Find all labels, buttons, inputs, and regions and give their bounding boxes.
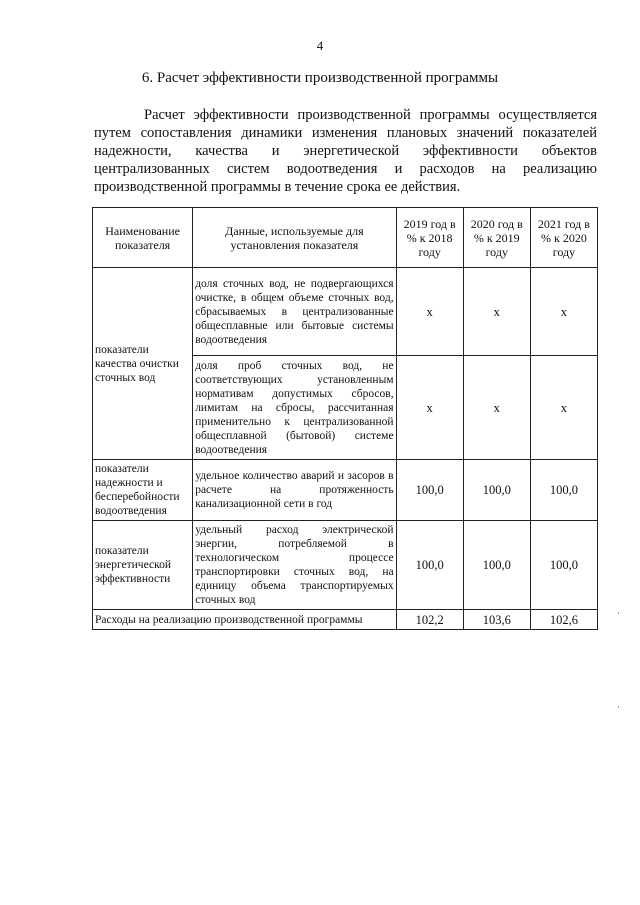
header-indicator-name: Наименование показателя <box>93 208 193 268</box>
value-2021: х <box>530 268 597 356</box>
scan-speck <box>618 706 619 708</box>
value-2021: х <box>530 356 597 460</box>
scan-speck <box>618 612 619 614</box>
value-2019: 100,0 <box>396 521 463 610</box>
total-2019: 102,2 <box>396 610 463 630</box>
total-2020: 103,6 <box>463 610 530 630</box>
value-2020: 100,0 <box>463 521 530 610</box>
value-2020: х <box>463 268 530 356</box>
value-2019: 100,0 <box>396 460 463 521</box>
indicators-table <box>92 207 598 630</box>
intro-paragraph: Расчет эффективности производственной программы осуществляется путем сопоставления динамики изменения плановых значений показателей надежности, качества и энергетической эффективности объектов централизованных систем водоотведения и расходов на реализацию производственной программы в течение срока ее действия. <box>94 107 597 195</box>
total-2021: 102,6 <box>530 610 597 630</box>
value-2019: х <box>396 356 463 460</box>
row-data-text: удельный расход электрической энергии, потребляемой в технологическом процессе транспортировки сточных вод, на единицу объема транспортируемых сточных вод <box>193 521 396 610</box>
value-2021: 100,0 <box>530 521 597 610</box>
header-2019: 2019 год в % к 2018 году <box>396 208 463 268</box>
value-2021: 100,0 <box>530 460 597 521</box>
total-label: Расходы на реализацию производственной программы <box>93 610 397 630</box>
header-2021: 2021 год в % к 2020 году <box>530 208 597 268</box>
section-title: 6. Расчет эффективности производственной программы <box>141 70 499 86</box>
total-row <box>93 610 598 630</box>
header-data-used: Данные, используемые для установления показателя <box>193 208 396 268</box>
group-name-reliability: показатели надежности и бесперебойности водоотведения <box>93 460 193 521</box>
header-2020: 2020 год в % к 2019 году <box>463 208 530 268</box>
row-data-text: удельное количество аварий и засоров в расчете на протяженность канализационной сети в год <box>193 460 396 521</box>
table-row <box>93 460 598 521</box>
table-row <box>93 521 598 610</box>
value-2020: х <box>463 356 530 460</box>
row-data-text: доля проб сточных вод, не соответствующих установленным нормативам допустимых сбросов, лимитам на сбросы, рассчитанная применительно к централизованной общесплавной (бытовой) системе водоотведения <box>193 356 396 460</box>
group-name-quality: показатели качества очистки сточных вод <box>93 268 193 460</box>
value-2019: х <box>396 268 463 356</box>
table-row <box>93 268 598 356</box>
table-header-row <box>93 208 598 268</box>
page-number: 4 <box>316 38 324 53</box>
group-name-energy: показатели энергетической эффективности <box>93 521 193 610</box>
value-2020: 100,0 <box>463 460 530 521</box>
row-data-text: доля сточных вод, не подвергающихся очистке, в общем объеме сточных вод, сбрасываемых в централизованные общесплавные или бытовые системы водоотведения <box>193 268 396 356</box>
